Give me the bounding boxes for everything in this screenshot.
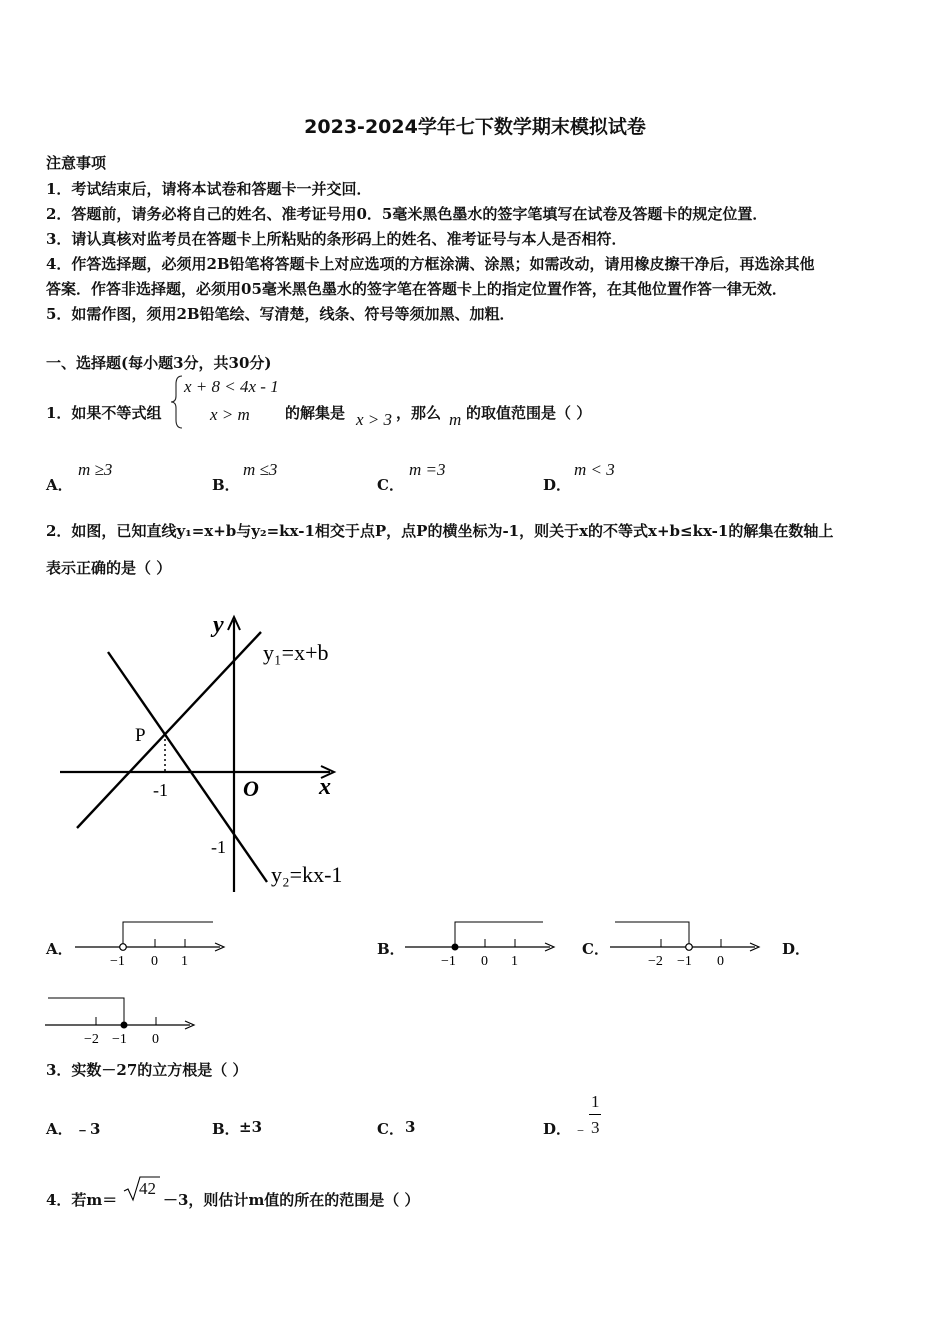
notice-item-4-cont: 答案．作答非选择题，必须用05毫米黑色墨水的签字笔在答题卡上的指定位置作答，在其他位置作答一律无效． [46, 280, 787, 298]
open-circle [120, 944, 127, 951]
notice-item-2: 2．答题前，请务必将自己的姓名、准考证号用0．5毫米黑色墨水的签字笔填写在试卷及答题卡的规定位置． [46, 205, 768, 223]
tick-label: −1 [112, 1032, 127, 1047]
q1-option-d-label: D． [543, 476, 572, 494]
notice-item-1: 1．考试结束后，请将本试卷和答题卡一并交回． [46, 180, 372, 198]
q1-option-b-value: m ≤3 [243, 460, 278, 479]
q2-stem-line1: 2．如图，已知直线y₁=x+b与y₂=kx-1相交于点P，点P的横坐标为-1，则关于x的不等式x+b≤kx-1的解集在数轴上 [46, 522, 834, 540]
q4-radicand: 42 [139, 1179, 156, 1198]
notice-item-5: 5．如需作图，须用2B铅笔绘、写清楚，线条、符号等须加黑、加粗． [46, 305, 515, 323]
y-tick-label: -1 [211, 837, 226, 857]
x-tick-label: -1 [153, 780, 168, 800]
q1-option-b-label: B． [212, 476, 240, 494]
filled-circle [452, 944, 459, 951]
origin-label: O [243, 776, 259, 801]
q3-option-d-numerator: 1 [591, 1092, 600, 1111]
q1-mid: 的解集是 [285, 404, 346, 422]
q2-option-c-label: C． [582, 940, 609, 958]
y-axis-label: y [213, 612, 224, 638]
q2-stem-line2: 表示正确的是（ ） [46, 559, 172, 577]
section-heading: 一、选择题(每小题3分，共30分) [46, 354, 272, 372]
q1-system-line1: x + 8 < 4x - 1 [184, 377, 279, 396]
open-circle [686, 944, 693, 951]
tick-label: 0 [717, 954, 724, 969]
q2-graph [55, 610, 385, 900]
q3-option-b-value: ±3 [239, 1118, 263, 1136]
fraction-bar [589, 1114, 601, 1115]
q3-option-c-value: 3 [405, 1118, 416, 1136]
tick-label: 1 [181, 954, 188, 969]
q4-prefix: 4．若m＝ [46, 1191, 118, 1209]
q2-option-d-numberline [42, 993, 207, 1051]
q4-suffix: －3，则估计m值的所在的范围是（ ） [163, 1191, 420, 1209]
tick-label: 1 [511, 954, 518, 969]
tick-label: −2 [84, 1032, 99, 1047]
q2-option-a-label: A． [46, 940, 73, 958]
q1-suffix: 的取值范围是（ ） [466, 404, 592, 422]
page-title: 2023-2024学年七下数学期末模拟试卷 [304, 116, 646, 138]
tick-label: −1 [110, 954, 125, 969]
q1-solution: x > 3 [356, 410, 393, 429]
q3-option-d-denominator: 3 [591, 1118, 600, 1137]
q2-option-b-label: B． [377, 940, 405, 958]
q1-mid2: ，那么 [396, 404, 442, 422]
q3-option-b-label: B． [212, 1120, 240, 1138]
line-y1-label: y₁=x+b [263, 640, 329, 665]
line-y2 [108, 652, 267, 882]
tick-label: −1 [677, 954, 692, 969]
notice-item-4: 4．作答选择题，必须用2B铅笔将答题卡上对应选项的方框涂满、涂黑；如需改动，请用橡皮擦干净后，再选涂其他 [46, 255, 815, 273]
q1-option-c-value: m =3 [409, 460, 446, 479]
q2-option-c-numberline [605, 915, 770, 973]
q3-option-d-sign: ﹣ [573, 1120, 589, 1138]
point-p-label: P [135, 725, 146, 746]
tick-label: −1 [441, 954, 456, 969]
q2-option-d-label: D． [782, 940, 811, 958]
q1-system-line2: x > m [210, 405, 250, 424]
tick-label: 0 [481, 954, 488, 969]
q3-option-d-label: D． [543, 1120, 572, 1138]
q3-option-c-label: C． [377, 1120, 404, 1138]
x-axis-label: x [319, 774, 331, 800]
q1-brace [170, 374, 184, 430]
q1-option-c-label: C． [377, 476, 404, 494]
q2-option-a-numberline [70, 915, 235, 973]
tick-label: 0 [151, 954, 158, 969]
tick-label: −2 [648, 954, 663, 969]
notice-item-3: 3．请认真核对监考员在答题卡上所粘贴的条形码上的姓名、准考证号与本人是否相符． [46, 230, 627, 248]
q1-option-a-label: A． [46, 476, 73, 494]
filled-circle [121, 1022, 128, 1029]
line-y2-label: y₂=kx-1 [271, 862, 343, 887]
q3-stem: 3．实数－27的立方根是（ ） [46, 1061, 248, 1079]
q3-option-a-value: ﹣3 [75, 1120, 101, 1138]
notice-heading: 注意事项 [46, 154, 107, 172]
q1-prefix: 1．如果不等式组 [46, 404, 162, 422]
q2-option-b-numberline [400, 915, 565, 973]
q1-option-d-value: m < 3 [574, 460, 615, 479]
q1-var: m [449, 410, 462, 429]
tick-label: 0 [152, 1032, 159, 1047]
q3-option-a-label: A． [46, 1120, 73, 1138]
q1-option-a-value: m ≥3 [78, 460, 113, 479]
